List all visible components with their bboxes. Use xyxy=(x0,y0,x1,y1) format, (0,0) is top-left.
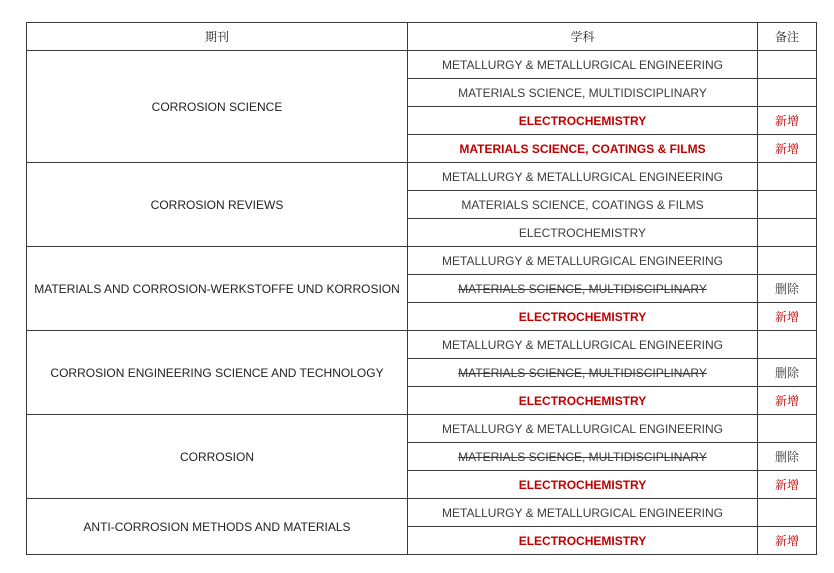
table-header xyxy=(27,23,817,51)
subject-cell: ELECTROCHEMISTRY xyxy=(408,303,758,331)
journal-name-cell: CORROSION REVIEWS xyxy=(27,163,408,247)
table-row xyxy=(27,247,817,275)
journal-name-cell: ANTI-CORROSION METHODS AND MATERIALS xyxy=(27,499,408,555)
note-cell xyxy=(758,499,817,527)
table-row xyxy=(27,331,817,359)
note-cell: 删除 xyxy=(758,443,817,471)
header-journal: 期刊 xyxy=(27,23,408,51)
table-row xyxy=(27,415,817,443)
subject-cell: METALLURGY & METALLURGICAL ENGINEERING xyxy=(408,163,758,191)
header-subject: 学科 xyxy=(408,23,758,51)
subject-cell: ELECTROCHEMISTRY xyxy=(408,527,758,555)
note-cell xyxy=(758,247,817,275)
note-cell: 新增 xyxy=(758,471,817,499)
note-cell xyxy=(758,191,817,219)
note-cell: 新增 xyxy=(758,107,817,135)
table-body xyxy=(27,51,817,555)
header-note: 备注 xyxy=(758,23,817,51)
journal-subject-table xyxy=(26,22,817,555)
subject-cell: METALLURGY & METALLURGICAL ENGINEERING xyxy=(408,51,758,79)
note-cell: 新增 xyxy=(758,387,817,415)
table-row xyxy=(27,163,817,191)
note-cell: 新增 xyxy=(758,303,817,331)
subject-cell: ELECTROCHEMISTRY xyxy=(408,387,758,415)
subject-cell: METALLURGY & METALLURGICAL ENGINEERING xyxy=(408,415,758,443)
table-row xyxy=(27,51,817,79)
note-cell xyxy=(758,51,817,79)
note-cell xyxy=(758,79,817,107)
note-cell xyxy=(758,331,817,359)
subject-cell: METALLURGY & METALLURGICAL ENGINEERING xyxy=(408,499,758,527)
journal-name-cell: MATERIALS AND CORROSION-WERKSTOFFE UND KORROSION xyxy=(27,247,408,331)
table-row xyxy=(27,499,817,527)
subject-cell: MATERIALS SCIENCE, MULTIDISCIPLINARY xyxy=(408,275,758,303)
journal-name-cell: CORROSION SCIENCE xyxy=(27,51,408,163)
subject-cell: ELECTROCHEMISTRY xyxy=(408,471,758,499)
subject-cell: ELECTROCHEMISTRY xyxy=(408,219,758,247)
note-cell: 删除 xyxy=(758,359,817,387)
note-cell xyxy=(758,219,817,247)
journal-name-cell: CORROSION ENGINEERING SCIENCE AND TECHNOLOGY xyxy=(27,331,408,415)
subject-cell: ELECTROCHEMISTRY xyxy=(408,107,758,135)
subject-cell: MATERIALS SCIENCE, COATINGS & FILMS xyxy=(408,135,758,163)
note-cell: 新增 xyxy=(758,527,817,555)
note-cell xyxy=(758,163,817,191)
note-cell: 新增 xyxy=(758,135,817,163)
note-cell: 删除 xyxy=(758,275,817,303)
subject-cell: METALLURGY & METALLURGICAL ENGINEERING xyxy=(408,331,758,359)
subject-cell: MATERIALS SCIENCE, MULTIDISCIPLINARY xyxy=(408,79,758,107)
subject-cell: MATERIALS SCIENCE, COATINGS & FILMS xyxy=(408,191,758,219)
note-cell xyxy=(758,415,817,443)
header-row xyxy=(27,23,817,51)
subject-cell: MATERIALS SCIENCE, MULTIDISCIPLINARY xyxy=(408,359,758,387)
journal-name-cell: CORROSION xyxy=(27,415,408,499)
subject-cell: METALLURGY & METALLURGICAL ENGINEERING xyxy=(408,247,758,275)
subject-cell: MATERIALS SCIENCE, MULTIDISCIPLINARY xyxy=(408,443,758,471)
